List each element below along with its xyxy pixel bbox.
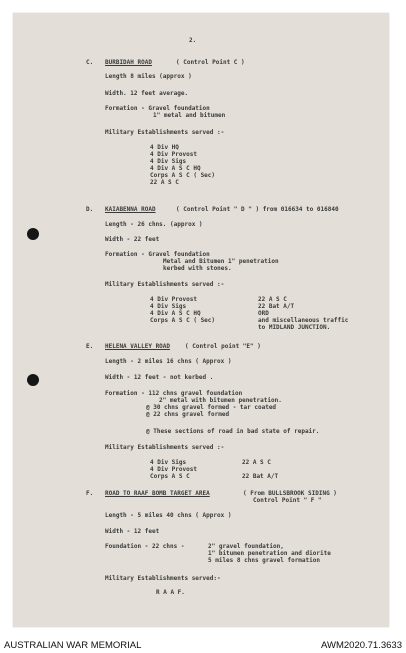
unit-item: 22 A S C (258, 296, 287, 303)
width-line: Width. 12 feet average. (105, 90, 189, 97)
section-letter: D. (86, 206, 94, 213)
unit-item: Corps A S C (150, 473, 190, 480)
repair-note: @ These sections of road in bad state of repair. (146, 428, 320, 435)
control-point: ( From BULLSBROOK SIDING ) (243, 490, 337, 497)
archive-footer (0, 632, 406, 653)
control-point: ( Control Point " D " ) from 016634 to 016840 (176, 206, 339, 213)
unit-item: R A A F. (156, 589, 185, 596)
unit-item: 22 A S C (242, 459, 271, 466)
unit-item: Corps A S C ( Sec) (150, 317, 216, 324)
road-name: ROAD TO RAAF BOMB TARGET AREA (105, 490, 210, 497)
unit-item: Corps A S C ( Sec) (150, 172, 216, 179)
unit-item: 22 Bat A/T (242, 473, 279, 480)
accession-number: AWM2020.71.3633 (321, 640, 402, 651)
section-letter: C. (86, 59, 94, 66)
unit-item: to MIDLAND JUNCTION. (258, 324, 331, 331)
control-point: ( Control Point C ) (176, 59, 245, 66)
width-line: Width - 12 feet - not kerbed . (105, 374, 214, 381)
length-line: Length - 26 chns. (approx ) (105, 221, 203, 228)
formation-line: 2" metal with bitumen penetration. (159, 397, 282, 404)
institution-label: AUSTRALIAN WAR MEMORIAL (4, 640, 142, 651)
width-line: Width - 22 feet (105, 236, 160, 243)
unit-item: 4 Div Sigs (150, 303, 187, 310)
unit-item: 4 Div A S C HQ (150, 165, 201, 172)
formation-line: Formation - 112 chns gravel foundation (105, 390, 243, 397)
length-line: Length - 5 miles 40 chns ( Approx ) (105, 512, 232, 519)
unit-item: 4 Div Sigs (150, 459, 187, 466)
road-name: BURBIDAH ROAD (105, 59, 152, 66)
width-line: Width - 12 feet (105, 528, 160, 535)
unit-item: 4 Div Provost (150, 296, 197, 303)
length-line: Length - 2 miles 16 chns ( Approx ) (105, 358, 232, 365)
road-name: KAIABENNA ROAD (105, 206, 156, 213)
formation-line: @ 30 chns gravel formed - tar coated (146, 404, 277, 411)
length-line: Length 8 miles (approx ) (105, 73, 192, 80)
formation-line: Formation - Gravel foundation (105, 105, 210, 112)
foundation-line: 5 miles 8 chns gravel formation (208, 557, 320, 564)
military-heading: Military Establishments served:- (105, 575, 221, 582)
road-name: HELENA VALLEY ROAD (105, 343, 171, 350)
unit-item: 4 Div Sigs (150, 158, 187, 165)
control-point: ( Control point "E" ) (185, 343, 261, 350)
formation-line: kerbed with stones. (163, 265, 232, 272)
typed-page (13, 13, 389, 627)
military-heading: Military Establishments served :- (105, 281, 225, 288)
unit-item: 4 Div A S C HQ (150, 310, 201, 317)
unit-item: 4 Div HQ (150, 144, 179, 151)
document-sheet (13, 13, 389, 627)
formation-line: 1" metal and bitumen (153, 112, 226, 119)
unit-item: 22 A S C (150, 179, 179, 186)
foundation-line: 1" bitumen penetration and diorite (208, 550, 331, 557)
unit-item: and miscellaneous traffic (258, 317, 349, 324)
formation-line: Metal and Bitumen 1" penetration (163, 258, 279, 265)
military-heading: Military Establishments served :- (105, 444, 225, 451)
unit-item: 4 Div Provost (150, 151, 197, 158)
section-letter: F. (86, 490, 94, 497)
unit-item: 22 Bat A/T (258, 303, 295, 310)
formation-line: @ 22 chns gravel formed (146, 411, 230, 418)
military-heading: Military Establishments served :- (105, 129, 225, 136)
control-point: Control Point " F " (253, 497, 322, 504)
page-number: 2. (189, 37, 197, 44)
unit-item: 4 Div Provost (150, 466, 197, 473)
foundation-label: Foundation - 22 chns - (105, 543, 185, 550)
foundation-line: 2" gravel foundation, (208, 543, 284, 550)
section-letter: E. (86, 343, 94, 350)
formation-line: Formation - Gravel foundation (105, 251, 210, 258)
unit-item: ORD (258, 310, 269, 317)
